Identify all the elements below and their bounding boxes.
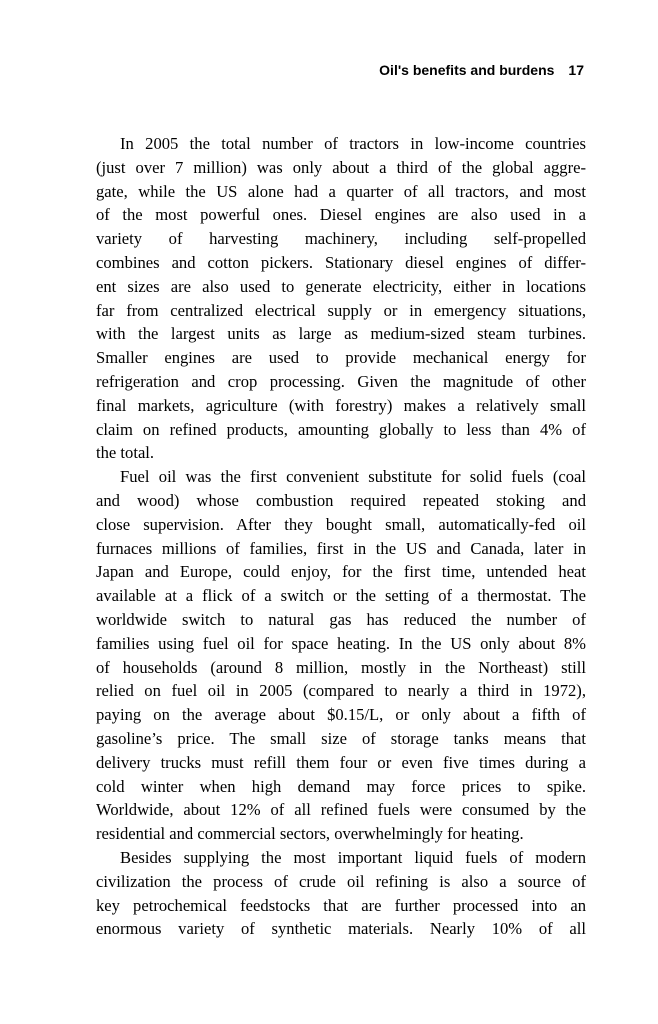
running-title: Oil's benefits and burdens xyxy=(379,62,555,78)
text-line: families using fuel oil for space heating. In the US only about 8% xyxy=(96,633,586,653)
text-line: Smaller engines are used to provide mechanical energy for xyxy=(96,348,586,368)
text-line: of households (around 8 million, mostly in the Northeast) still xyxy=(96,657,586,677)
text-line: paying on the average about $0.15/L, or only about a fifth of xyxy=(96,705,586,725)
text-line: and wood) whose combustion required repeated stoking and xyxy=(96,490,586,510)
text-line: refrigeration and crop processing. Given the magnitude of other xyxy=(96,371,586,391)
text-line: Besides supplying the most important liquid fuels of modern xyxy=(120,847,586,867)
text-line: Japan and Europe, could enjoy, for the first time, untended heat xyxy=(96,562,586,582)
text-line: (just over 7 million) was only about a third of the global aggre- xyxy=(96,157,586,177)
text-line: ent sizes are also used to generate electricity, either in locations xyxy=(96,276,586,296)
text-line: available at a flick of a switch or the setting of a thermostat. The xyxy=(96,586,586,606)
text-line: relied on fuel oil in 2005 (compared to nearly a third in 1972), xyxy=(96,681,586,701)
text-line: cold winter when high demand may force prices to spike. xyxy=(96,776,586,796)
text-line: of the most powerful ones. Diesel engines are also used in a xyxy=(96,205,586,225)
text-line: delivery trucks must refill them four or even five times during a xyxy=(96,752,586,772)
text-line: final markets, agriculture (with forestry) makes a relatively small xyxy=(96,395,586,415)
text-line: gate, while the US alone had a quarter of all tractors, and most xyxy=(96,181,586,201)
text-line: enormous variety of synthetic materials. Nearly 10% of all xyxy=(96,919,586,939)
text-line: far from centralized electrical supply or in emergency situations, xyxy=(96,300,586,320)
running-head xyxy=(379,62,584,78)
text-line: civilization the process of crude oil refining is also a source of xyxy=(96,871,586,891)
text-line: gasoline’s price. The small size of storage tanks means that xyxy=(96,728,586,748)
text-line: Fuel oil was the first convenient substitute for solid fuels (coal xyxy=(120,467,586,487)
text-line: close supervision. After they bought small, automatically-fed oil xyxy=(96,514,586,534)
text-line: residential and commercial sectors, overwhelmingly for heating. xyxy=(96,824,524,844)
text-line: with the largest units as large as medium-sized steam turbines. xyxy=(96,324,586,344)
text-line: claim on refined products, amounting globally to less than 4% of xyxy=(96,419,586,439)
body-text xyxy=(96,132,586,941)
text-line: the total. xyxy=(96,443,155,463)
text-line: worldwide switch to natural gas has reduced the number of xyxy=(96,609,586,629)
text-line: combines and cotton pickers. Stationary diesel engines of differ- xyxy=(96,252,586,272)
text-line: In 2005 the total number of tractors in low-income countries xyxy=(120,134,586,153)
page-number: 17 xyxy=(568,62,584,78)
text-line: variety of harvesting machinery, including self-propelled xyxy=(96,229,586,249)
text-line: Worldwide, about 12% of all refined fuels were consumed by the xyxy=(96,800,586,820)
text-line: key petrochemical feedstocks that are further processed into an xyxy=(96,895,586,915)
text-line: furnaces millions of families, first in the US and Canada, later in xyxy=(96,538,586,558)
